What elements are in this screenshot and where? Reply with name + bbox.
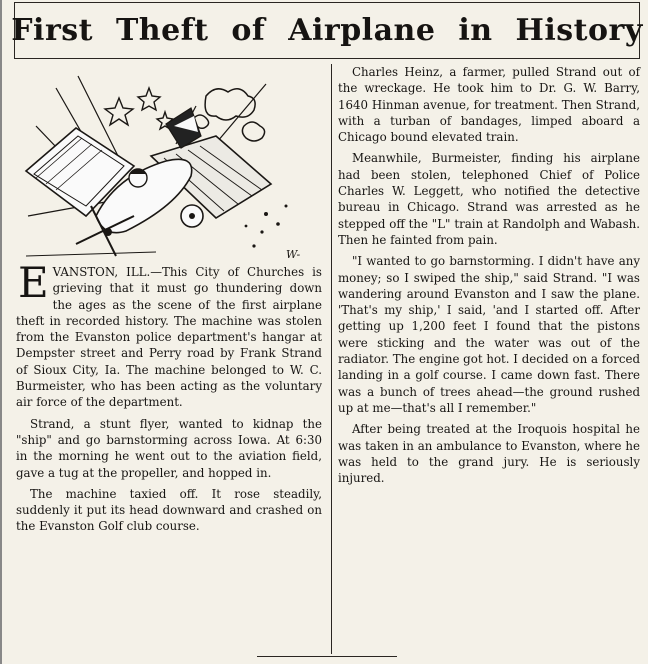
right-column <box>338 64 640 491</box>
article-paragraph: Meanwhile, Burmeister, finding his airplane had been stolen, telephoned Chief of Police Charles W. Leggett, who notified the detective bureau in Chicago. Strand was arrested as he stepped off the "L" train at Randolph and Wabash. Then he fainted from pain. <box>338 151 640 247</box>
column-divider <box>331 64 332 654</box>
article-paragraph: After being treated at the Iroquois hospital he was taken in an ambulance to Evanston, where he was held to the grand jury. He is seriously injured. <box>338 422 640 486</box>
bottom-rule <box>257 656 397 657</box>
drop-cap: E <box>18 258 49 307</box>
article-paragraph <box>16 258 322 411</box>
headline-box <box>11 2 643 59</box>
crash-illustration <box>16 66 316 264</box>
article-paragraph: The machine taxied off. It rose steadily, suddenly it put its head downward and crashed on the Evanston Golf club course. <box>16 486 322 534</box>
illustration-signature: W- <box>286 248 301 261</box>
paragraph-text: VANSTON, ILL.—This City of Churches is grieving that it must go thundering down the ages as the scene of the first airplane theft in recorded history. The machine was stolen from the Evanston police department's hangar at Dempster street and Perry road by Frank Strand of Sioux City, Ia. The machine belonged to W. C. Burmeister, who has been acting as the voluntary air force of the department. <box>16 265 322 410</box>
article-paragraph: Charles Heinz, a farmer, pulled Strand out of the wreckage. He took him to Dr. G. W. Barry, 1640 Hinman avenue, for treatment. Then Strand, with a turban of bandages, limped aboard a Chicago bound elevated train. <box>338 65 640 145</box>
article-paragraph: "I wanted to go barnstorming. I didn't have any money; so I swiped the ship," said Strand. "I was wandering around Evanston and I saw the plane. 'That's my ship,' I said, 'and I started off. After getting up 1,200 feet I found that the pistons were sticking and the water was out of the radiator. The engine got hot. I decided on a forced landing in a golf course. I came down fast. There was a bunch of trees ahead—the ground rushed up at me—that's all I remember." <box>338 254 640 415</box>
left-column <box>16 66 322 540</box>
article-paragraph: Strand, a stunt flyer, wanted to kidnap the "ship" and go barnstorming across Iowa. At 6:30 in the morning he went out to the aviation field, gave a tug at the propeller, and hopped in. <box>16 416 322 480</box>
headline: First Theft of Airplane in History <box>11 13 643 48</box>
